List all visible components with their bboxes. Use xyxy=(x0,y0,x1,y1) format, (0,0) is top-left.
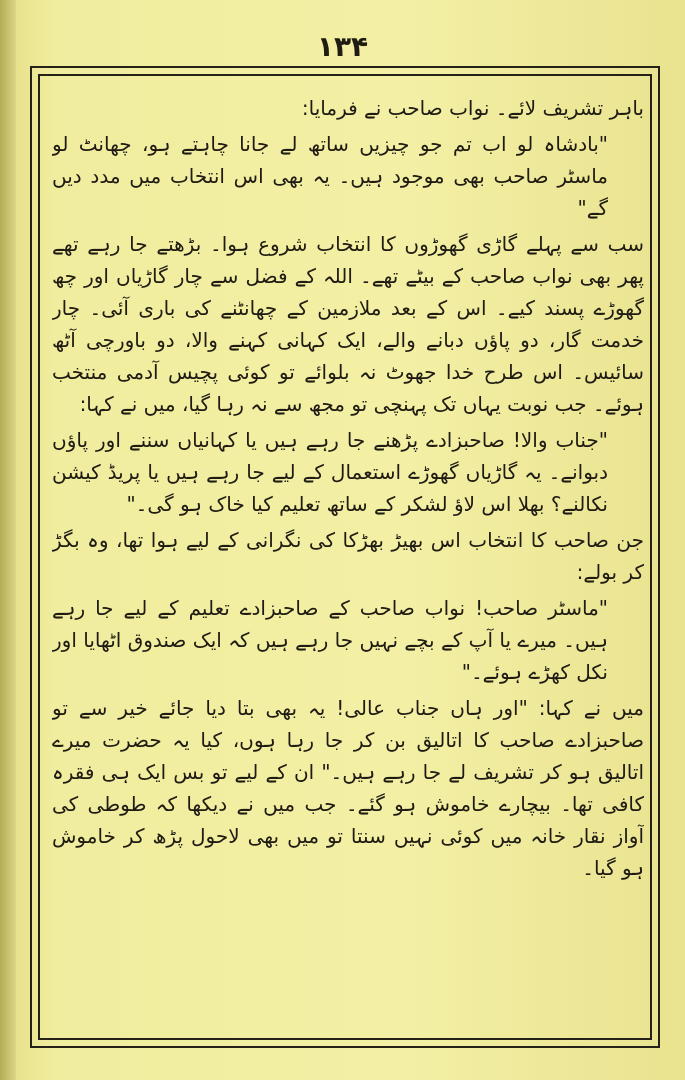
paragraph-1: باہر تشریف لائے۔ نواب صاحب نے فرمایا: xyxy=(301,96,644,120)
paragraph-2: "بادشاہ لو اب تم جو چیزیں ساتھ لے جانا چاہتے ہو، چھانٹ لو ماسٹر صاحب بھی موجود ہیں۔ یہ بھی اس انتخاب میں مدد دیں گے" xyxy=(52,132,608,220)
page-number: ۱۳۴ xyxy=(316,30,369,63)
paragraph-7: میں نے کہا: "اور ہاں جناب عالی! یہ بھی بتا دیا جائے خیر سے تو صاحبزادے صاحب کا اتالیق بن کر جا رہا ہوں، کیا یہ حضرت میرے اتالیق ہو کر تشریف لے جا رہے ہیں۔" ان کے لیے تو بس ایک ہی فقرہ کافی تھا۔ بیچارے خاموش ہو گئے۔ جب میں نے دیکھا کہ طوطی کی آواز نقار خانہ میں کوئی نہیں سنتا تو میں بھی لاحول پڑھ کر خاموش ہو گیا۔ xyxy=(52,696,644,880)
paragraph-3: سب سے پہلے گاڑی گھوڑوں کا انتخاب شروع ہوا۔ بڑھتے جا رہے تھے پھر بھی نواب صاحب کے بیٹے تھے۔ اللہ کے فضل سے چار گاڑیاں اور چھ گھوڑے پسند کیے۔ اس کے بعد ملازمین کے چھانٹنے کی باری آئی۔ چار خدمت گار، دو پاؤں دبانے والے، ایک کہانی کہنے والا، دو باورچی آٹھ سائیس۔ اس طرح خدا جھوٹ نہ بلوائے تو کوئی پچیس آدمی منتخب ہوئے۔ جب نوبت یہاں تک پہنچی تو مجھ سے نہ رہا گیا، میں نے کہا: xyxy=(52,232,644,416)
urdu-text-body xyxy=(52,92,644,1026)
page-binding-edge xyxy=(0,0,16,1080)
paragraph-5: جن صاحب کا انتخاب اس بھیڑ بھڑکا کی نگرانی کے لیے ہوا تھا، وہ بگڑ کر بولے: xyxy=(52,528,644,584)
paragraph-4: "جناب والا! صاحبزادے پڑھنے جا رہے ہیں یا کہانیاں سننے اور پاؤں دبوانے۔ یہ گاڑیاں گھوڑے استعمال کے لیے جا رہے ہیں یا پریڈ کیشن نکالنے؟ بھلا اس لاؤ لشکر کے ساتھ تعلیم کیا خاک ہو گی۔" xyxy=(52,428,608,516)
paragraph-6: "ماسٹر صاحب! نواب صاحب کے صاحبزادے تعلیم کے لیے جا رہے ہیں۔ میرے یا آپ کے بچے نہیں جا رہے ہیں کہ ایک صندوق اٹھایا اور نکل کھڑے ہوئے۔" xyxy=(52,596,608,684)
